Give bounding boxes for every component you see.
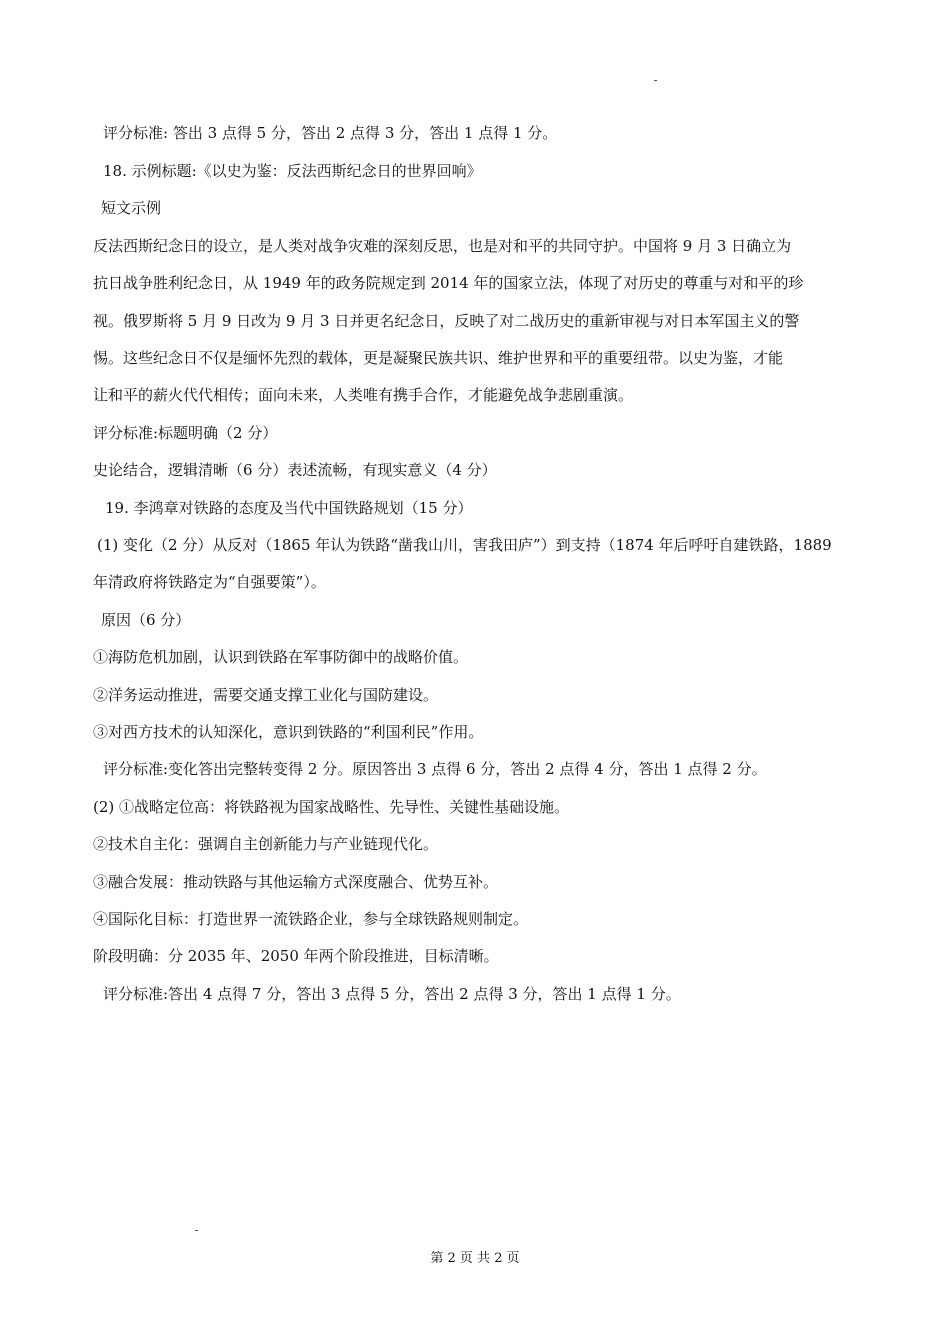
text-line: ④国际化目标：打造世界一流铁路企业，参与全球铁路规则制定。	[93, 910, 529, 928]
text-line: ③对西方技术的认知深化，意识到铁路的“利国利民”作用。	[93, 723, 484, 741]
text-line: 让和平的薪火代代相传；面向未来，人类唯有携手合作，才能避免战争悲剧重演。	[93, 386, 634, 404]
text-line: 反法西斯纪念日的设立，是人类对战争灾难的深刻反思，也是对和平的共同守护。中国将 9 月 3 日确立为	[93, 237, 792, 255]
text-line: 评分标准: 答出 3 点得 5 分，答出 2 点得 3 分，答出 1 点得 1 分。	[103, 124, 558, 142]
text-line: (1) 变化（2 分）从反对（1865 年认为铁路“凿我山川，害我田庐”）到支持（1874 年后呼吁自建铁路，1889	[97, 536, 832, 554]
text-line: 19. 李鸿章对铁路的态度及当代中国铁路规划（15 分）	[105, 499, 473, 517]
text-line: ②洋务运动推进，需要交通支撑工业化与国防建设。	[93, 686, 439, 704]
page-mark	[195, 1230, 198, 1231]
page-footer: 第 2 页 共 2 页	[430, 1251, 520, 1266]
text-line: 评分标准:标题明确（2 分）	[93, 424, 278, 442]
text-line: ③融合发展：推动铁路与其他运输方式深度融合、优势互补。	[93, 873, 499, 891]
text-line: 18. 示例标题:《以史为鉴：反法西斯纪念日的世界回响》	[103, 162, 482, 180]
text-line: ①海防危机加剧，认识到铁路在军事防御中的战略价值。	[93, 648, 469, 666]
text-line: 评分标准:变化答出完整转变得 2 分。原因答出 3 点得 6 分，答出 2 点得 4 分，答出 1 点得 2 分。	[103, 760, 767, 778]
text-line: 史论结合，逻辑清晰（6 分）表述流畅，有现实意义（4 分）	[93, 461, 497, 479]
text-line: ②技术自主化：强调自主创新能力与产业链现代化。	[93, 835, 439, 853]
text-line: 年清政府将铁路定为“自强要策”）。	[93, 573, 326, 591]
text-line: (2) ①战略定位高：将铁路视为国家战略性、先导性、关键性基础设施。	[93, 798, 570, 816]
text-line: 评分标准:答出 4 点得 7 分，答出 3 点得 5 分，答出 2 点得 3 分，答出 1 点得 1 分。	[103, 985, 681, 1003]
text-line: 短文示例	[101, 199, 162, 217]
text-line: 抗日战争胜利纪念日，从 1949 年的政务院规定到 2014 年的国家立法，体现了对历史的尊重与对和平的珍	[93, 274, 804, 292]
text-line: 原因（6 分）	[101, 611, 191, 629]
text-line: 惕。这些纪念日不仅是缅怀先烈的载体，更是凝聚民族共识、维护世界和平的重要纽带。以史为鉴，才能	[93, 349, 784, 367]
page-mark	[654, 80, 657, 81]
text-line: 视。俄罗斯将 5 月 9 日改为 9 月 3 日并更名纪念日，反映了对二战历史的重新审视与对日本军国主义的警	[93, 312, 800, 330]
text-line: 阶段明确：分 2035 年、2050 年两个阶段推进，目标清晰。	[93, 947, 499, 965]
